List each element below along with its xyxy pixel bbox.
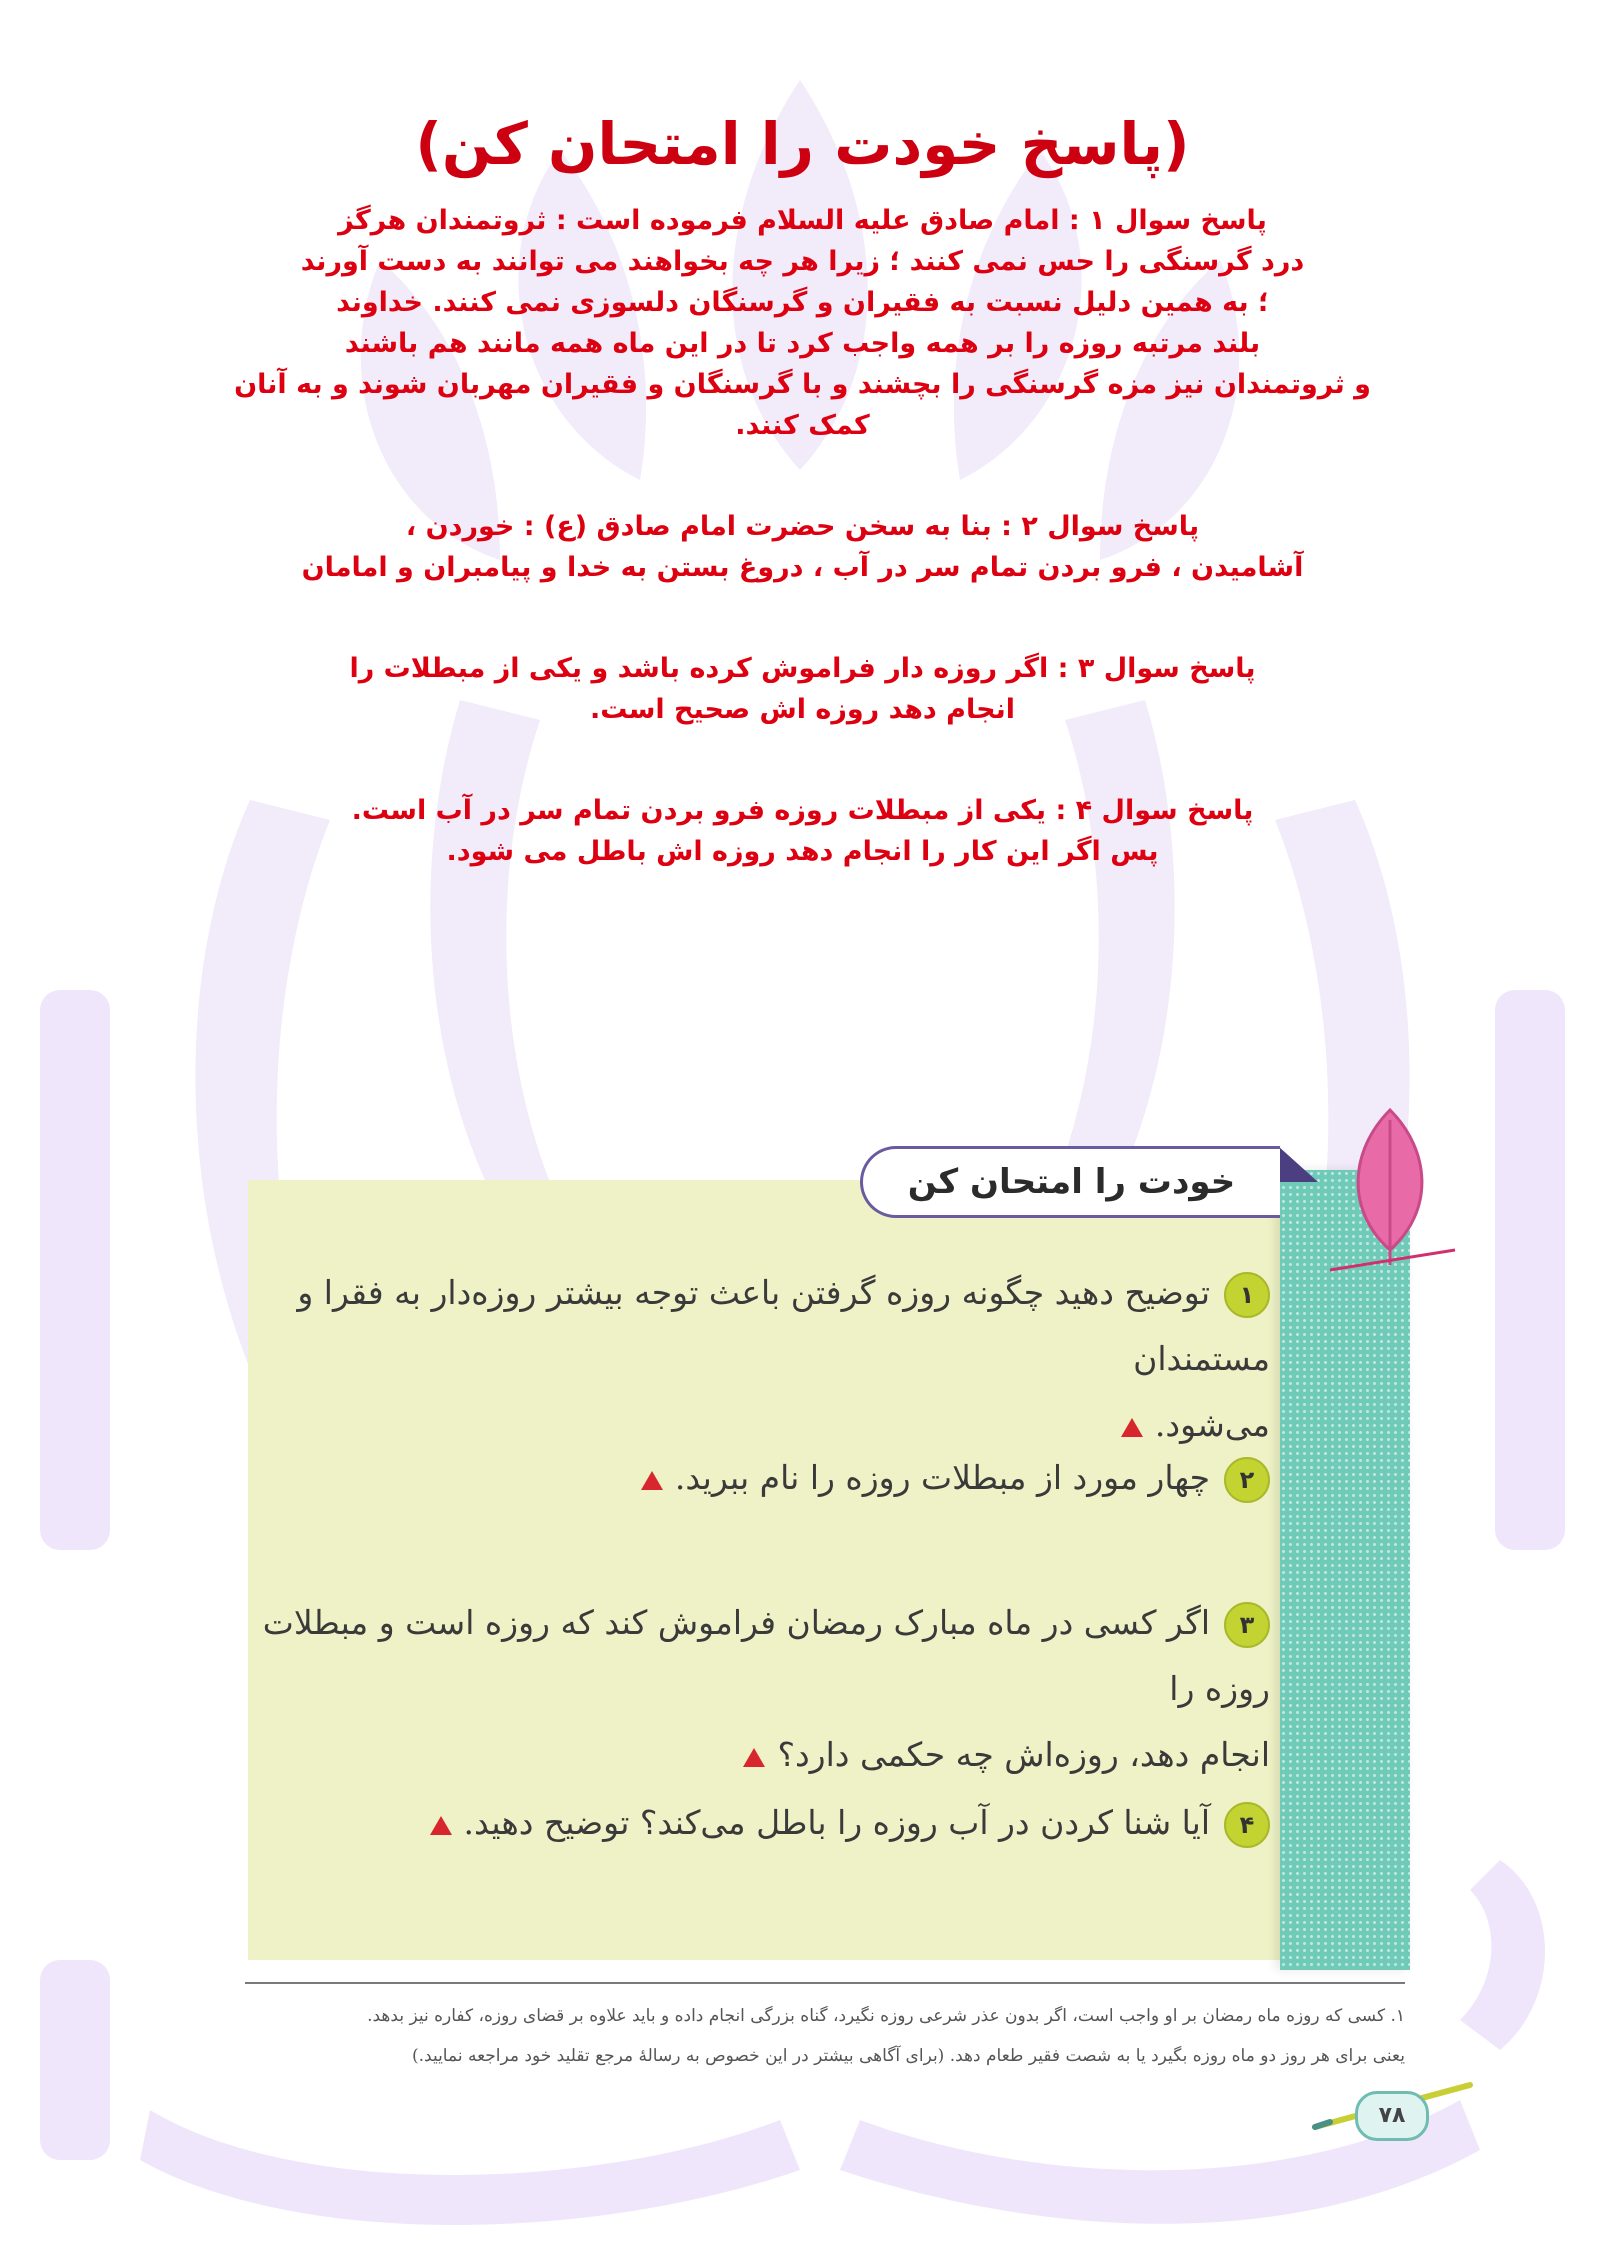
question-2 <box>260 1445 1270 1511</box>
question-4 <box>260 1790 1270 1856</box>
triangle-marker-icon <box>641 1471 663 1490</box>
answers-list <box>200 200 1405 932</box>
answer-line: و ثروتمندان نیز مزه گرسنگی را بچشند و با گرسنگان و فقیران مهربان شوند و به آنان کمک کنند. <box>234 369 1371 441</box>
answer-line: پاسخ سوال ۳ : اگر روزه دار فراموش کرده باشد و یکی از مبطلات را <box>349 653 1256 684</box>
question-number-badge: ۱ <box>1224 1272 1270 1318</box>
answer-line: پاسخ سوال ۱ : امام صادق علیه السلام فرموده است : ثروتمندان هرگز <box>338 205 1267 236</box>
triangle-marker-icon <box>1121 1418 1143 1437</box>
triangle-marker-icon <box>743 1748 765 1767</box>
page-number-badge <box>1310 2075 1480 2150</box>
answer-1 <box>200 200 1405 446</box>
question-number-badge: ۲ <box>1224 1457 1270 1503</box>
answer-line: آشامیدن ، فرو بردن تمام سر در آب ، دروغ بستن به خدا و پیامبران و امامان <box>301 552 1304 583</box>
answer-line: درد گرسنگی را حس نمی کنند ؛ زیرا هر چه بخواهند می توانند به دست آورند <box>300 246 1305 277</box>
answer-2 <box>200 506 1405 588</box>
question-line <box>260 1590 1270 1722</box>
footnote-line: ۱. کسی که روزه ماه رمضان بر او واجب است، اگر بدون عذر شرعی روزه نگیرد، گناه بزرگی انجام داده و باید علاوه بر قضای روزه، کفاره نیز بدهد. <box>367 2006 1405 2026</box>
answer-line: پس اگر این کار را انجام دهد روزه اش باطل می شود. <box>446 836 1159 867</box>
question-line <box>260 1445 1270 1511</box>
footnote-divider <box>245 1982 1405 1984</box>
leaf-icon <box>1320 1100 1460 1280</box>
question-line <box>260 1260 1270 1392</box>
question-text: می‌شود. <box>1154 1405 1270 1444</box>
page-number: ۷۸ <box>1355 2091 1429 2141</box>
answer-line: پاسخ سوال ۲ : بنا به سخن حضرت امام صادق (ع) : خوردن ، <box>405 511 1200 542</box>
answer-line: پاسخ سوال ۴ : یکی از مبطلات روزه فرو بردن تمام سر در آب است. <box>351 795 1254 826</box>
answer-line: ؛ به همین دلیل نسبت به فقیران و گرسنگان دلسوزی نمی کنند. خداوند <box>336 287 1269 318</box>
question-text: چهار مورد از مبطلات روزه را نام ببرید. <box>674 1458 1210 1497</box>
question-1 <box>260 1260 1270 1458</box>
footnote <box>240 1996 1405 2076</box>
answer-line: بلند مرتبه روزه را بر همه واجب کرد تا در این ماه همه مانند هم باشند <box>344 328 1261 359</box>
question-number-badge: ۳ <box>1224 1602 1270 1648</box>
section-ribbon <box>860 1146 1280 1218</box>
triangle-marker-icon <box>430 1816 452 1835</box>
answer-line: انجام دهد روزه اش صحیح است. <box>590 694 1015 725</box>
footnote-line: یعنی برای هر روز دو ماه روزه بگیرد یا به شصت فقیر طعام دهد. (برای آگاهی بیشتر در این خصوص به رسالهٔ مرجع تقلید خود مراجعه نمایید.) <box>411 2046 1405 2066</box>
answer-4 <box>200 790 1405 872</box>
question-text: توضیح دهید چگونه روزه گرفتن باعث توجه بیشتر روزه‌دار به فقرا و مستمندان <box>297 1273 1270 1378</box>
question-text: اگر کسی در ماه مبارک رمضان فراموش کند که روزه است و مبطلات روزه را <box>262 1603 1270 1708</box>
page-title: (پاسخ خودت را امتحان کن) <box>415 110 1190 178</box>
question-text: آیا شنا کردن در آب روزه را باطل می‌کند؟ توضیح دهید. <box>463 1803 1210 1842</box>
question-line <box>260 1790 1270 1856</box>
question-3 <box>260 1590 1270 1788</box>
question-number-badge: ۴ <box>1224 1802 1270 1848</box>
question-line <box>260 1722 1270 1788</box>
answer-3 <box>200 648 1405 730</box>
textbook-exercise-panel <box>240 1100 1420 1980</box>
ribbon-fold <box>1278 1146 1318 1182</box>
section-title: خودت را امتحان کن <box>907 1162 1236 1202</box>
question-text: انجام دهد، روزه‌اش چه حکمی دارد؟ <box>777 1735 1270 1774</box>
panel-side-strip <box>1280 1170 1410 1970</box>
